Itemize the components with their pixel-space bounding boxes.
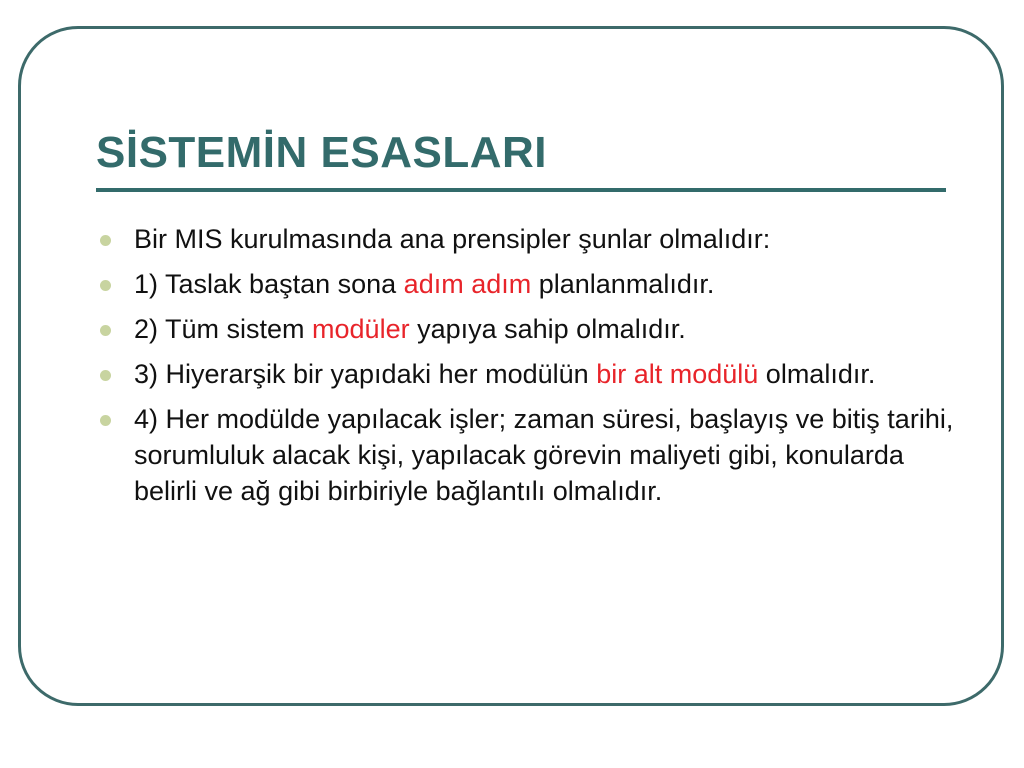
bullet-text: 3) Hiyerarşik bir yapıdaki her modülün — [134, 359, 597, 389]
bullet-text: 2) Tüm sistem — [134, 314, 313, 344]
bullet-text: Bir MIS kurulmasında ana prensipler şunlar olmalıdır: — [134, 224, 771, 254]
title-underline — [96, 188, 946, 192]
bullet-item — [96, 401, 956, 509]
bullet-dot-icon — [100, 415, 111, 426]
bullet-dot-icon — [100, 280, 111, 291]
bullet-text: olmalıdır. — [758, 359, 876, 389]
slide-title: SİSTEMİN ESASLARI — [96, 128, 547, 177]
bullet-list — [96, 221, 956, 518]
bullet-item — [96, 311, 956, 347]
bullet-text: planlanmalıdır. — [531, 269, 715, 299]
bullet-item — [96, 266, 956, 302]
bullet-highlight-text: modüler — [312, 314, 410, 344]
bullet-text: yapıya sahip olmalıdır. — [409, 314, 686, 344]
bullet-highlight-text: adım adım — [403, 269, 532, 299]
bullet-text: 1) Taslak baştan sona — [134, 269, 404, 299]
bullet-dot-icon — [100, 235, 111, 246]
bullet-dot-icon — [100, 325, 111, 336]
bullet-highlight-text: bir alt modülü — [596, 359, 759, 389]
bullet-item — [96, 221, 956, 257]
bullet-text: 4) Her modülde yapılacak işler; zaman süresi, başlayış ve bitiş tarihi, sorumluluk alacak kişi, yapılacak görevin maliyeti gibi, konularda belirli ve ağ gibi birbiriyle bağlantılı olmalıdır. — [134, 404, 954, 506]
bullet-dot-icon — [100, 370, 111, 381]
bullet-item — [96, 356, 956, 392]
